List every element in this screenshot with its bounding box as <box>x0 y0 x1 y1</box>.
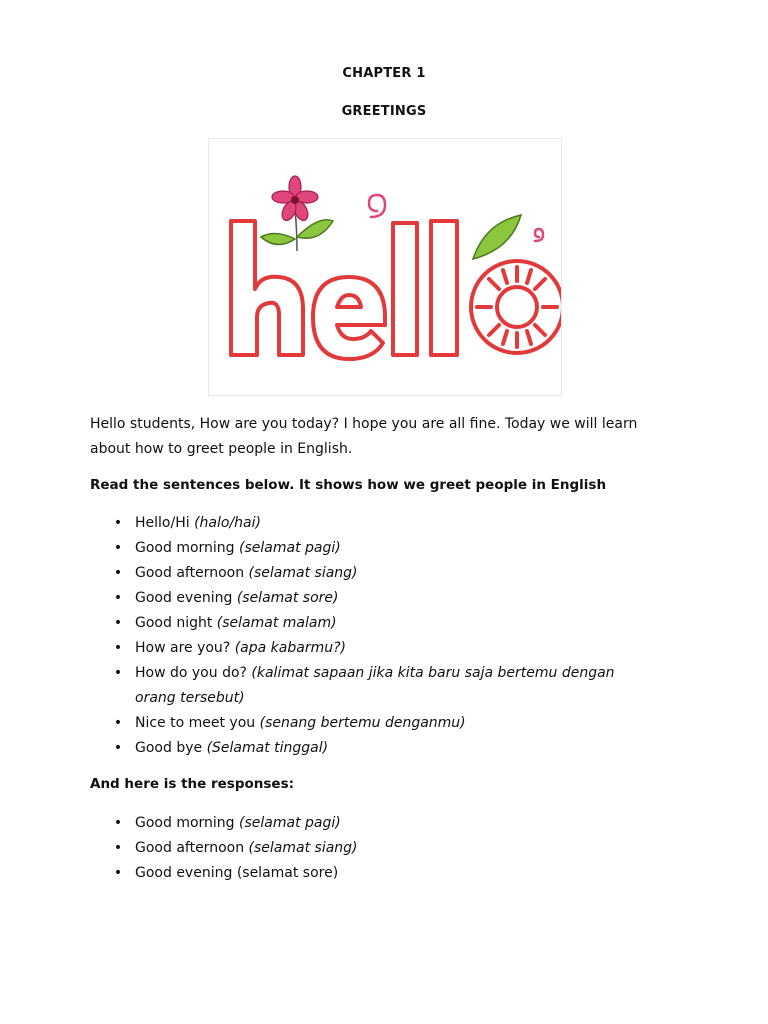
bullet-icon: • <box>113 565 123 581</box>
bullet-icon: • <box>113 665 123 681</box>
greeting-translation: (selamat pagi) <box>239 540 341 556</box>
greeting-translation: (apa kabarmu?) <box>234 640 346 656</box>
response-translation: (selamat siang) <box>248 840 358 856</box>
bullet-icon: • <box>113 540 123 556</box>
list-item <box>90 561 650 586</box>
greeting-phrase: Good evening <box>135 590 233 606</box>
list-item <box>90 736 650 761</box>
responses-list <box>90 811 650 886</box>
greeting-phrase: How are you? <box>135 640 231 656</box>
hello-illustration <box>208 138 562 396</box>
greeting-translation: (kalimat sapaan jika kita baru saja bertemu dengan orang tersebut) <box>135 665 615 706</box>
greeting-phrase: Good morning <box>135 540 235 556</box>
bullet-icon: • <box>113 515 123 531</box>
list-item <box>90 636 650 661</box>
hello-illustration-graphic <box>209 139 561 395</box>
list-item <box>90 511 650 536</box>
greetings-heading: Read the sentences below. It shows how we greet people in English <box>90 477 607 493</box>
response-translation: (selamat pagi) <box>239 815 341 831</box>
bullet-icon: • <box>113 715 123 731</box>
responses-heading: And here is the responses: <box>90 776 295 792</box>
page-title: GREETINGS <box>341 104 427 119</box>
bullet-icon: • <box>113 865 123 881</box>
response-phrase: Good morning <box>135 815 235 831</box>
chapter-heading: CHAPTER 1 <box>342 66 426 81</box>
greeting-translation: (selamat sore) <box>236 590 339 606</box>
list-item <box>90 836 650 861</box>
list-item <box>90 611 650 636</box>
bullet-icon: • <box>113 740 123 756</box>
greeting-translation: (selamat malam) <box>216 615 337 631</box>
greeting-phrase: Good afternoon <box>135 565 245 581</box>
list-item <box>90 536 650 561</box>
greeting-translation: (senang bertemu denganmu) <box>259 715 466 731</box>
response-phrase: Good evening <box>135 865 233 881</box>
greetings-list <box>90 511 650 761</box>
bullet-icon: • <box>113 640 123 656</box>
list-item <box>90 586 650 611</box>
greeting-phrase: Good bye <box>135 740 203 756</box>
list-item <box>90 861 650 886</box>
response-translation: (selamat sore) <box>236 865 339 881</box>
greeting-phrase: Good night <box>135 615 213 631</box>
bullet-icon: • <box>113 615 123 631</box>
greeting-phrase: Nice to meet you <box>135 715 256 731</box>
greeting-phrase: How do you do? <box>135 665 247 681</box>
list-item <box>90 661 650 711</box>
bullet-icon: • <box>113 590 123 606</box>
response-phrase: Good afternoon <box>135 840 245 856</box>
bullet-icon: • <box>113 815 123 831</box>
greeting-translation: (halo/hai) <box>194 515 261 531</box>
intro-paragraph: Hello students, How are you today? I hope you are all fine. Today we will learn about how to greet people in English. <box>90 416 638 457</box>
list-item <box>90 711 650 736</box>
greeting-translation: (selamat siang) <box>248 565 358 581</box>
greeting-phrase: Hello/Hi <box>135 515 190 531</box>
greeting-translation: (Selamat tinggal) <box>206 740 329 756</box>
bullet-icon: • <box>113 840 123 856</box>
list-item <box>90 811 650 836</box>
